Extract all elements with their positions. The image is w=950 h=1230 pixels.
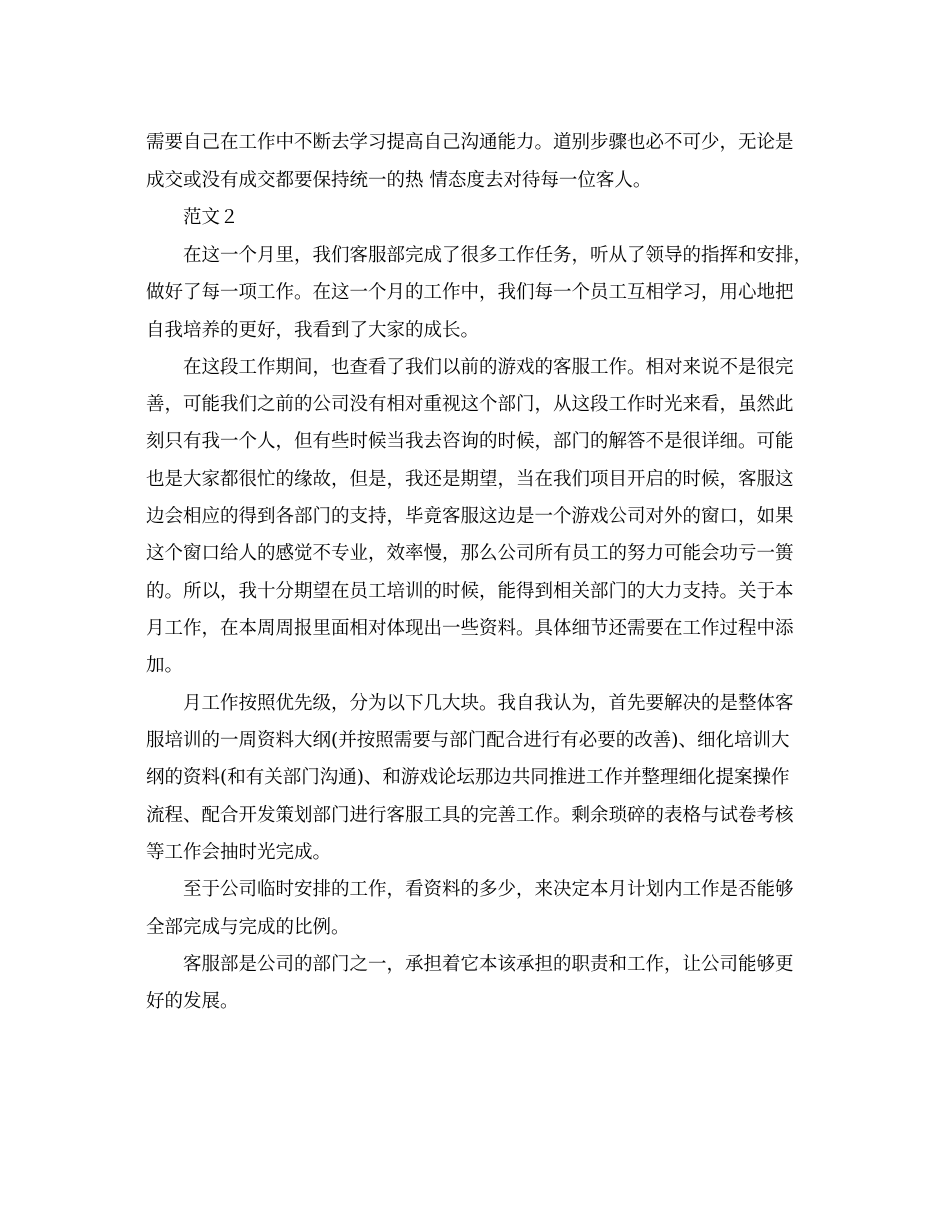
text-line: 善，可能我们之前的公司没有相对重视这个部门，从这段工作时光来看，虽然此	[146, 394, 794, 415]
text-line: 的。所以，我十分期望在员工培训的时候，能得到相关部门的大力支持。关于本	[146, 581, 794, 602]
text-line: 自我培养的更好，我看到了大家的成长。	[146, 320, 480, 341]
text-line: 这个窗口给人的感觉不专业，效率慢，那么公司所有员工的努力可能会功亏一篑	[146, 543, 794, 564]
text-line: 月工作按照优先级，分为以下几大块。我自我认为，首先要解决的是整体客	[183, 693, 794, 714]
text-line: 刻只有我一个人，但有些时候当我去咨询的时候，部门的解答不是很详细。可能	[146, 431, 794, 452]
text-line: 边会相应的得到各部门的支持，毕竟客服这边是一个游戏公司对外的窗口，如果	[146, 506, 794, 527]
text-line: 做好了每一项工作。在这一个月的工作中，我们每一个员工互相学习，用心地把	[146, 282, 794, 303]
text-line: 加。	[146, 655, 184, 676]
text-line: 好的发展。	[146, 991, 239, 1012]
text-line: 服培训的一周资料大纲(并按照需要与部门配合进行有必要的改善)、细化培训大	[146, 730, 790, 751]
section-heading: 范文２	[183, 207, 239, 228]
text-line: 流程、配合开发策划部门进行客服工具的完善工作。剩余琐碎的表格与试卷考核	[146, 805, 794, 826]
text-line: 月工作，在本周周报里面相对体现出一些资料。具体细节还需要在工作过程中添	[146, 618, 794, 639]
text-line: 也是大家都很忙的缘故，但是，我还是期望，当在我们项目开启的时候，客服这	[146, 469, 794, 490]
text-line: 成交或没有成交都要保持统一的热 情态度去对待每一位客人。	[146, 170, 652, 191]
text-line: 在这段工作期间，也查看了我们以前的游戏的客服工作。相对来说不是很完	[183, 357, 794, 378]
text-line: 在这一个月里，我们客服部完成了很多工作任务，听从了领导的指挥和安排，	[183, 245, 813, 266]
text-line: 纲的资料(和有关部门沟通)、和游戏论坛那边共同推进工作并整理细化提案操作	[146, 767, 790, 788]
text-line: 客服部是公司的部门之一，承担着它本该承担的职责和工作，让公司能够更	[183, 954, 794, 975]
text-line: 至于公司临时安排的工作，看资料的多少，来决定本月计划内工作是否能够	[183, 879, 794, 900]
text-line: 等工作会抽时光完成。	[146, 842, 332, 863]
text-line: 需要自己在工作中不断去学习提高自己沟通能力。道别步骤也必不可少，无论是	[146, 132, 794, 153]
text-line: 全部完成与完成的比例。	[146, 917, 350, 938]
